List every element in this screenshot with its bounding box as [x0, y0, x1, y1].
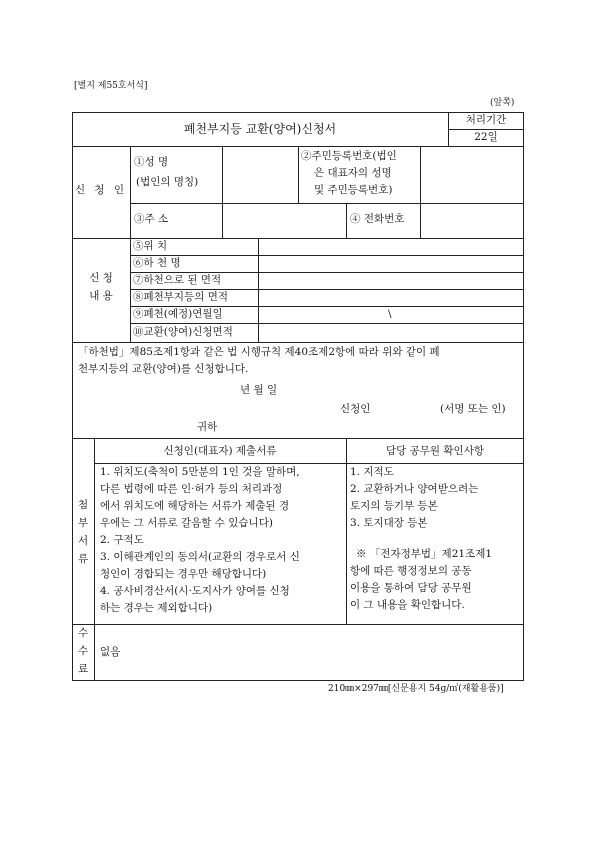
rrn-label-2: 은 대표자의 성명	[314, 167, 392, 179]
name-label-corp: (법인의 명칭)	[136, 176, 199, 188]
attachments-section-label: 첨	[78, 499, 89, 511]
applicant-doc-line: 다른 법령에 따른 인·허가 등의 처리과정	[100, 483, 283, 495]
official-check-header: 담당 공무원 확인사항	[386, 445, 484, 457]
form-number-label: [별지 제55호서식]	[74, 81, 148, 91]
applicant-docs-header: 신청인(대표자) 제출서류	[163, 445, 277, 457]
statement-line-2: 천부지등의 교환(양여)를 신청합니다.	[78, 363, 249, 375]
attachments-header-line	[94, 463, 524, 464]
rrn-label-1: ②주민등록번호(법인	[301, 150, 397, 162]
request-col-line	[130, 238, 131, 342]
applicant-doc-line: 우에는 그 서류로 갈음할 수 있습니다)	[100, 517, 273, 529]
applicant-doc-line: 3. 이해관계인의 동의서(교환의 경우로서 신	[100, 551, 300, 563]
attachments-label-col	[94, 438, 95, 624]
attachments-section-label: 류	[78, 553, 89, 565]
request-row-label: ⑩교환(양여)신청면적	[133, 326, 233, 338]
name-label: ①성 명	[134, 156, 169, 168]
official-check-line: 토지의 등기부 등본	[350, 500, 438, 512]
request-row-label: ⑧폐천부지등의 면적	[133, 291, 228, 303]
request-section-label-1: 신 청	[89, 272, 113, 284]
attachments-section-label: 부	[78, 517, 89, 529]
request-value-col	[258, 238, 259, 342]
request-row-label: ⑦하천으로 된 면적	[133, 274, 222, 286]
document-title: 폐천부지등 교환(양여)신청서	[183, 122, 337, 136]
official-check-line: 1. 지적도	[350, 466, 394, 478]
request-row-label: ⑨폐천(예정)연월일	[133, 308, 223, 320]
request-bottom-line	[72, 342, 524, 343]
applicant-mid-line	[130, 203, 524, 204]
statement-recipient: 귀하	[197, 421, 218, 433]
applicant-doc-line: 청인이 경합되는 경우만 해당합니다)	[100, 568, 267, 580]
request-row-line	[130, 323, 524, 324]
statement-date: 년 월 일	[240, 384, 278, 396]
attachments-bottom-line	[72, 624, 524, 625]
rrn-value-col	[420, 146, 421, 238]
frame-bottom	[72, 680, 524, 681]
page-side-label: (앞쪽)	[490, 98, 515, 108]
fee-section-label: 수	[78, 627, 89, 639]
request-section-label-2: 내 용	[89, 290, 113, 302]
statement-line-1: 「하천법」제85조제1항과 같은 법 시행규칙 제40조제2항에 따라 위와 같이 폐	[78, 346, 440, 358]
paper-spec-footer: 210㎜×297㎜[신문용지 54g/㎡(재활용품)]	[328, 684, 504, 694]
e-government-note-line: 항에 따른 행정정보의 공동	[350, 565, 472, 577]
request-row-mark: \	[388, 308, 392, 320]
attachments-section-label: 서	[78, 535, 89, 547]
fee-section-label: 료	[78, 663, 89, 675]
statement-bottom-line	[72, 438, 524, 439]
applicant-doc-line: 4. 공사비경산서(시·도지사가 양여를 신청	[100, 585, 290, 597]
e-government-note-line: ※ 「전자정부법」제21조제1	[356, 548, 493, 560]
phone-label-left-col	[346, 203, 347, 238]
fee-value: 없음	[100, 646, 121, 658]
e-government-note-line: 이 그 내용을 확인합니다.	[350, 599, 465, 611]
name-value-col	[222, 146, 223, 238]
rrn-label-3: 및 주민등록번호)	[314, 184, 393, 196]
frame-right	[523, 112, 524, 680]
fee-label-col	[94, 624, 95, 680]
applicant-doc-line: 2. 구적도	[100, 534, 144, 546]
request-row-label: ⑤위 치	[133, 240, 168, 252]
statement-applicant: 신청인	[340, 403, 371, 415]
official-check-line: 2. 교환하거나 양여받으려는	[350, 483, 479, 495]
applicant-doc-line: 하는 경우는 제외합니다)	[100, 602, 213, 614]
request-row-line	[130, 255, 524, 256]
phone-label: ④ 전화번호	[350, 213, 405, 225]
applicant-col-line	[130, 146, 131, 238]
rrn-label-col	[298, 146, 299, 203]
applicant-doc-line: 1. 위치도(축척이 5만분의 1인 것을 말하며,	[100, 466, 300, 478]
fee-section-label: 수	[78, 645, 89, 657]
e-government-note-line: 이용을 통하여 담당 공무원	[350, 582, 472, 594]
address-label: ③주 소	[134, 213, 169, 225]
applicant-section-label: 신 청 인	[74, 184, 128, 196]
processing-period-label: 처리기간	[465, 114, 507, 126]
processing-period-value: 22일	[474, 131, 498, 143]
statement-signature: (서명 또는 인)	[440, 403, 506, 415]
applicant-doc-line: 에서 위치도에 해당하는 서류가 제출된 경	[100, 500, 290, 512]
attachments-mid-col	[346, 438, 347, 624]
request-row-label: ⑥하 천 명	[133, 257, 181, 269]
official-check-line: 3. 토지대장 등본	[350, 517, 428, 529]
